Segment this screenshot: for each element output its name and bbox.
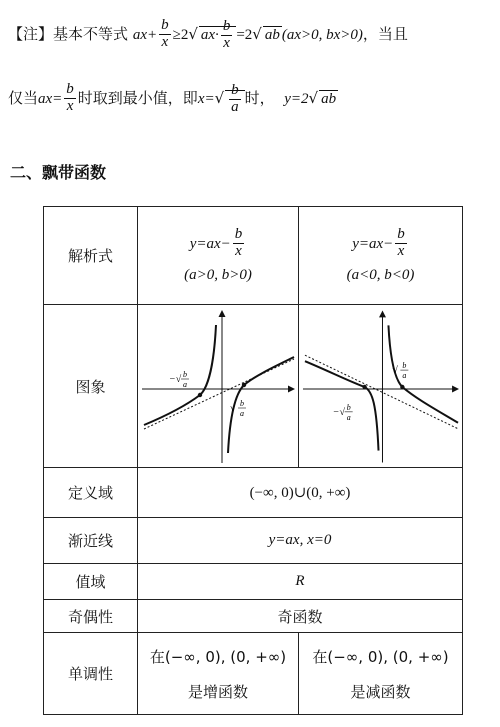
expression-right xyxy=(299,207,462,304)
row-domain xyxy=(44,467,462,517)
note2-sqrt-ab: ab xyxy=(321,90,337,107)
note2-ax-eq: ax= xyxy=(38,90,63,107)
expr-right-formula: y=ax− xyxy=(352,235,394,252)
note-tail: ，当且 xyxy=(362,24,408,43)
note2-middle: 时取到最小值，即 xyxy=(77,88,198,107)
expr-left-formula: y=ax− xyxy=(189,235,231,252)
label-pos-sqrt: √ xyxy=(230,403,236,414)
svg-text:a: a xyxy=(240,409,244,418)
label-asymptote: 渐近线 xyxy=(44,518,138,563)
note-line-2: 仅当ax= $\frac{b}{x}$ 时取到最小值，即x=√ $\frac{b}{a}$ 时， y=2√ ab xyxy=(8,81,337,115)
label-range: 值域 xyxy=(44,564,138,599)
note2-y-eq: y=2 xyxy=(284,90,309,107)
expr-left-condition: (a>0, b>0) xyxy=(184,267,252,284)
svg-text:b: b xyxy=(402,361,407,371)
properties-table xyxy=(43,206,463,715)
svg-text:b: b xyxy=(183,370,187,379)
note-line-1: 【注】基本不等式 ax+ $\frac{b}{x}$ ≥2√ ax· $\frac{b}{x}$ =2√ ab (ax>0, bx>0)，当且 xyxy=(8,17,408,51)
note-intro: 基本不等式 xyxy=(53,24,129,43)
geq-2: ≥2 xyxy=(172,26,189,43)
note-prefix: 【注】 xyxy=(8,24,54,43)
note2-sqrt-b-a: $\frac{b}{a}$ xyxy=(225,90,245,107)
mono-left-interval: 在(−∞, 0), (0, +∞) xyxy=(149,647,287,666)
label-monotonicity: 单调性 xyxy=(44,633,138,714)
note2-when: 时， xyxy=(244,88,275,107)
min-point-right xyxy=(242,383,246,387)
label-domain: 定义域 xyxy=(44,468,138,517)
row-range xyxy=(44,563,462,599)
range-value: R xyxy=(295,573,305,589)
sqrt-ab: ab xyxy=(264,26,280,43)
note-condition: (ax>0, bx>0) xyxy=(281,26,363,43)
label-pos-sqrt: √ xyxy=(392,365,398,377)
sqrt-ax-b-over-x: ax· $\frac{b}{x}$ xyxy=(199,26,236,43)
svg-text:a: a xyxy=(346,412,351,422)
label-graph: 图象 xyxy=(44,305,138,467)
row-asymptote xyxy=(44,517,462,563)
expr-right-condition: (a<0, b<0) xyxy=(346,267,415,284)
row-monotonicity xyxy=(44,632,462,714)
parity-value: 奇函数 xyxy=(277,607,323,626)
row-expression xyxy=(44,207,462,304)
svg-text:b: b xyxy=(240,399,244,408)
graph-right xyxy=(299,305,462,467)
mono-right-result: 是减函数 xyxy=(350,682,411,701)
note2-prefix: 仅当 xyxy=(8,88,39,107)
label-neg-sqrt: −√ xyxy=(169,374,182,385)
expr-right-frac: $\frac{b}{x}$ xyxy=(397,225,405,259)
label-expression: 解析式 xyxy=(44,207,138,304)
graph-right-svg xyxy=(299,305,462,467)
note2-fraction-b-x: $\frac{b}{x}$ xyxy=(66,81,74,114)
asymptote-line xyxy=(144,359,294,429)
mono-left-result: 是增函数 xyxy=(187,682,248,701)
formula-ax-plus: ax+ xyxy=(132,26,158,43)
label-neg-sqrt: −√ xyxy=(332,406,345,418)
svg-text:a: a xyxy=(402,371,407,381)
point-right xyxy=(400,385,404,389)
equals-2: =2 xyxy=(236,26,253,43)
min-point-left xyxy=(198,393,202,397)
row-graph xyxy=(44,304,462,467)
asymptote-value: y=ax, x=0 xyxy=(268,532,332,548)
domain-value: (−∞, 0)∪(0, +∞) xyxy=(249,485,351,501)
fraction-b-over-x: $\frac{b}{x}$ xyxy=(161,17,169,50)
note2-x-eq: x= xyxy=(197,90,215,107)
mono-right-interval: 在(−∞, 0), (0, +∞) xyxy=(312,647,449,666)
svg-text:a: a xyxy=(183,380,187,389)
row-parity xyxy=(44,599,462,632)
right-branch xyxy=(228,357,294,453)
section-heading: 二、飘带函数 xyxy=(10,163,107,182)
point-left xyxy=(362,385,366,389)
expression-left xyxy=(138,207,299,304)
monotonicity-right xyxy=(299,633,462,714)
expr-left-frac: $\frac{b}{x}$ xyxy=(234,225,243,259)
right-branch xyxy=(388,325,458,422)
graph-left xyxy=(138,305,299,467)
svg-text:b: b xyxy=(346,402,351,412)
label-parity: 奇偶性 xyxy=(44,600,138,632)
monotonicity-left xyxy=(138,633,299,714)
asymptote-line xyxy=(305,355,458,429)
graph-left-svg xyxy=(138,305,298,467)
